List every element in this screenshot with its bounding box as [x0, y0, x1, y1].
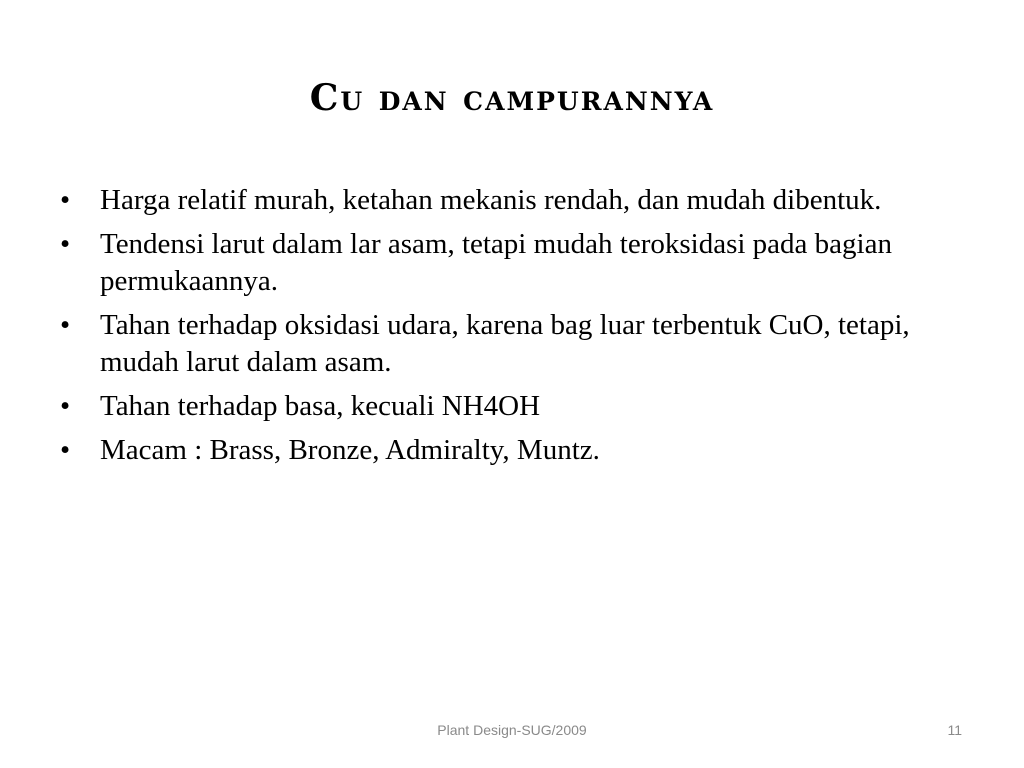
slide-title: Cu dan campurannya [309, 77, 715, 119]
bullet-item [58, 226, 978, 300]
bullet-item [58, 307, 978, 381]
bullet-text: Tahan terhadap oksidasi udara, karena bag luar terbentuk CuO, tetapi, mudah larut dalam asam. [100, 309, 910, 378]
bullet-item [58, 388, 978, 425]
page-number: 11 [947, 722, 962, 738]
bullet-icon: • [60, 390, 71, 422]
bullet-text: Macam : Brass, Bronze, Admiralty, Muntz. [100, 434, 600, 466]
bullet-icon: • [60, 228, 71, 260]
footer-label: Plant Design-SUG/2009 [437, 722, 587, 738]
bullet-icon: • [60, 434, 71, 466]
bullet-text: Harga relatif murah, ketahan mekanis rendah, dan mudah dibentuk. [100, 184, 882, 216]
bullet-item [58, 182, 978, 219]
bullet-icon: • [60, 184, 71, 216]
bullet-item [58, 432, 978, 469]
bullet-text: Tendensi larut dalam lar asam, tetapi mudah teroksidasi pada bagian permukaannya. [100, 228, 892, 297]
bullet-text: Tahan terhadap basa, kecuali NH4OH [100, 390, 541, 422]
bullet-icon: • [60, 309, 71, 341]
bullet-list [58, 182, 978, 476]
